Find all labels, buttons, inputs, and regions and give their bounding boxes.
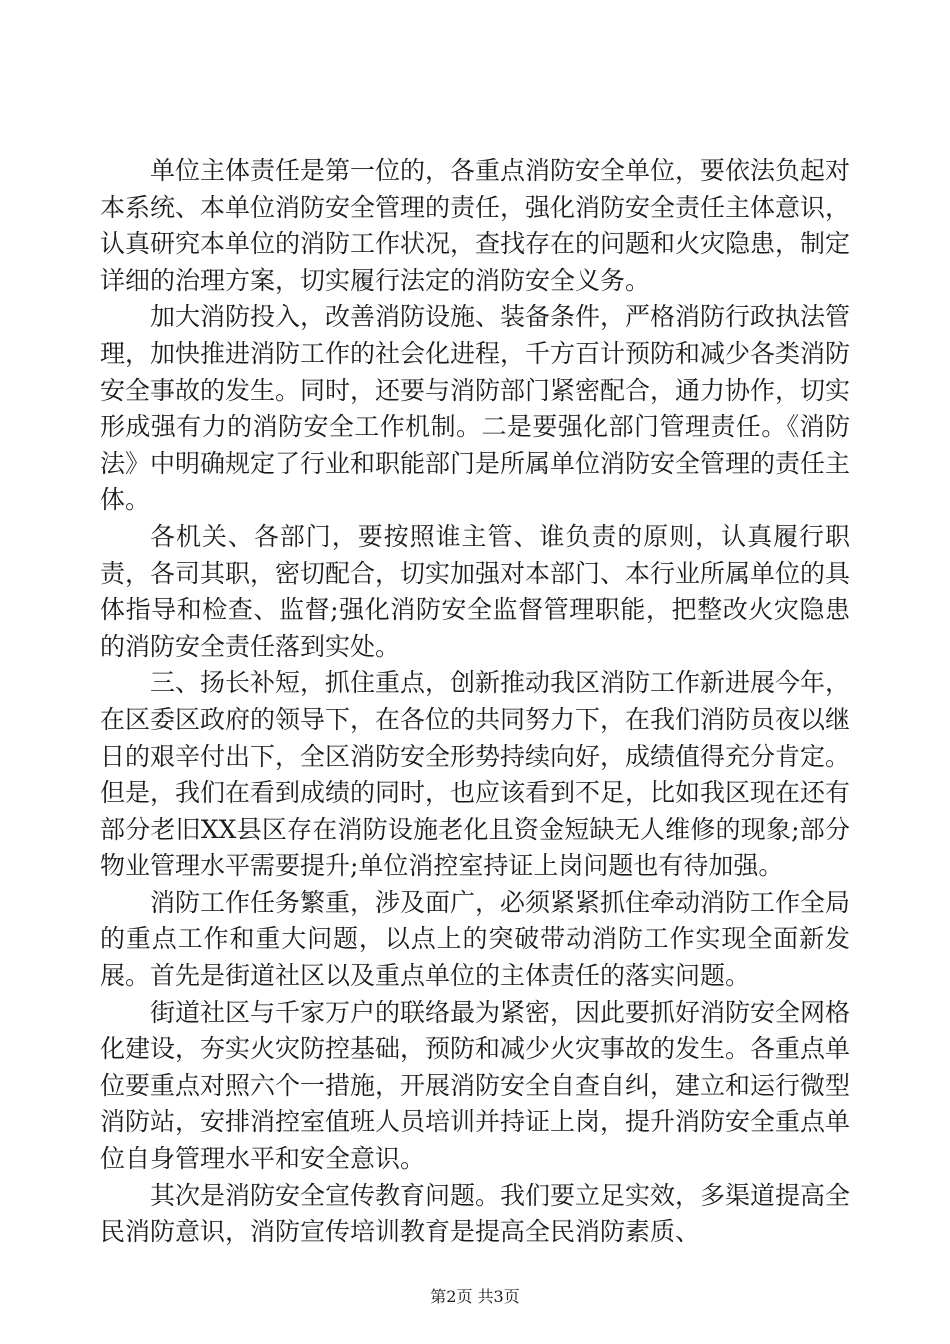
paragraph-6: 街道社区与千家万户的联络最为紧密，因此要抓好消防安全网格化建设，夯实火灾防控基础，预防和减少火灾事故的发生。各重点单位要重点对照六个一措施，开展消防安全自查自纠，建立和运行微型消防站，安排消控室值班人员培训并持证上岗，提升消防安全重点单位自身管理水平和安全意识。 (100, 997, 851, 1174)
paragraph-4: 三、扬长补短，抓住重点，创新推动我区消防工作新进展今年，在区委区政府的领导下，在各位的共同努力下，在我们消防员夜以继日的艰辛付出下，全区消防安全形势持续向好，成绩值得充分肯定。但是，我们在看到成绩的同时，也应该看到不足，比如我区现在还有部分老旧XX县区存在消防设施老化且资金短缺无人维修的现象;部分物业管理水平需要提升;单位消控室持证上岗问题也有待加强。 (100, 668, 851, 881)
document-body (100, 153, 850, 1251)
paragraph-3: 各机关、各部门，要按照谁主管、谁负责的原则，认真履行职责，各司其职，密切配合，切实加强对本部门、本行业所属单位的具体指导和检查、监督;强化消防安全监督管理职能，把整改火灾隐患的消防安全责任落到实处。 (100, 521, 851, 661)
page-number-footer: 第2页 共3页 (430, 1287, 520, 1306)
paragraph-5: 消防工作任务繁重，涉及面广，必须紧紧抓住牵动消防工作全局的重点工作和重大问题，以点上的突破带动消防工作实现全面新发展。首先是街道社区以及重点单位的主体责任的落实问题。 (100, 887, 851, 991)
paragraph-7: 其次是消防安全宣传教育问题。我们要立足实效，多渠道提高全民消防意识，消防宣传培训教育是提高全民消防素质、 (100, 1180, 851, 1247)
paragraph-2: 加大消防投入，改善消防设施、装备条件，严格消防行政执法管理，加快推进消防工作的社会化进程，千方百计预防和减少各类消防安全事故的发生。同时，还要与消防部门紧密配合，通力协作，切实形成强有力的消防安全工作机制。二是要强化部门管理责任。《消防法》中明确规定了行业和职能部门是所属单位消防安全管理的责任主体。 (100, 302, 851, 515)
paragraph-1: 单位主体责任是第一位的，各重点消防安全单位，要依法负起对本系统、本单位消防安全管理的责任，强化消防安全责任主体意识，认真研究本单位的消防工作状况，查找存在的问题和火灾隐患，制定详细的治理方案，切实履行法定的消防安全义务。 (100, 156, 851, 295)
